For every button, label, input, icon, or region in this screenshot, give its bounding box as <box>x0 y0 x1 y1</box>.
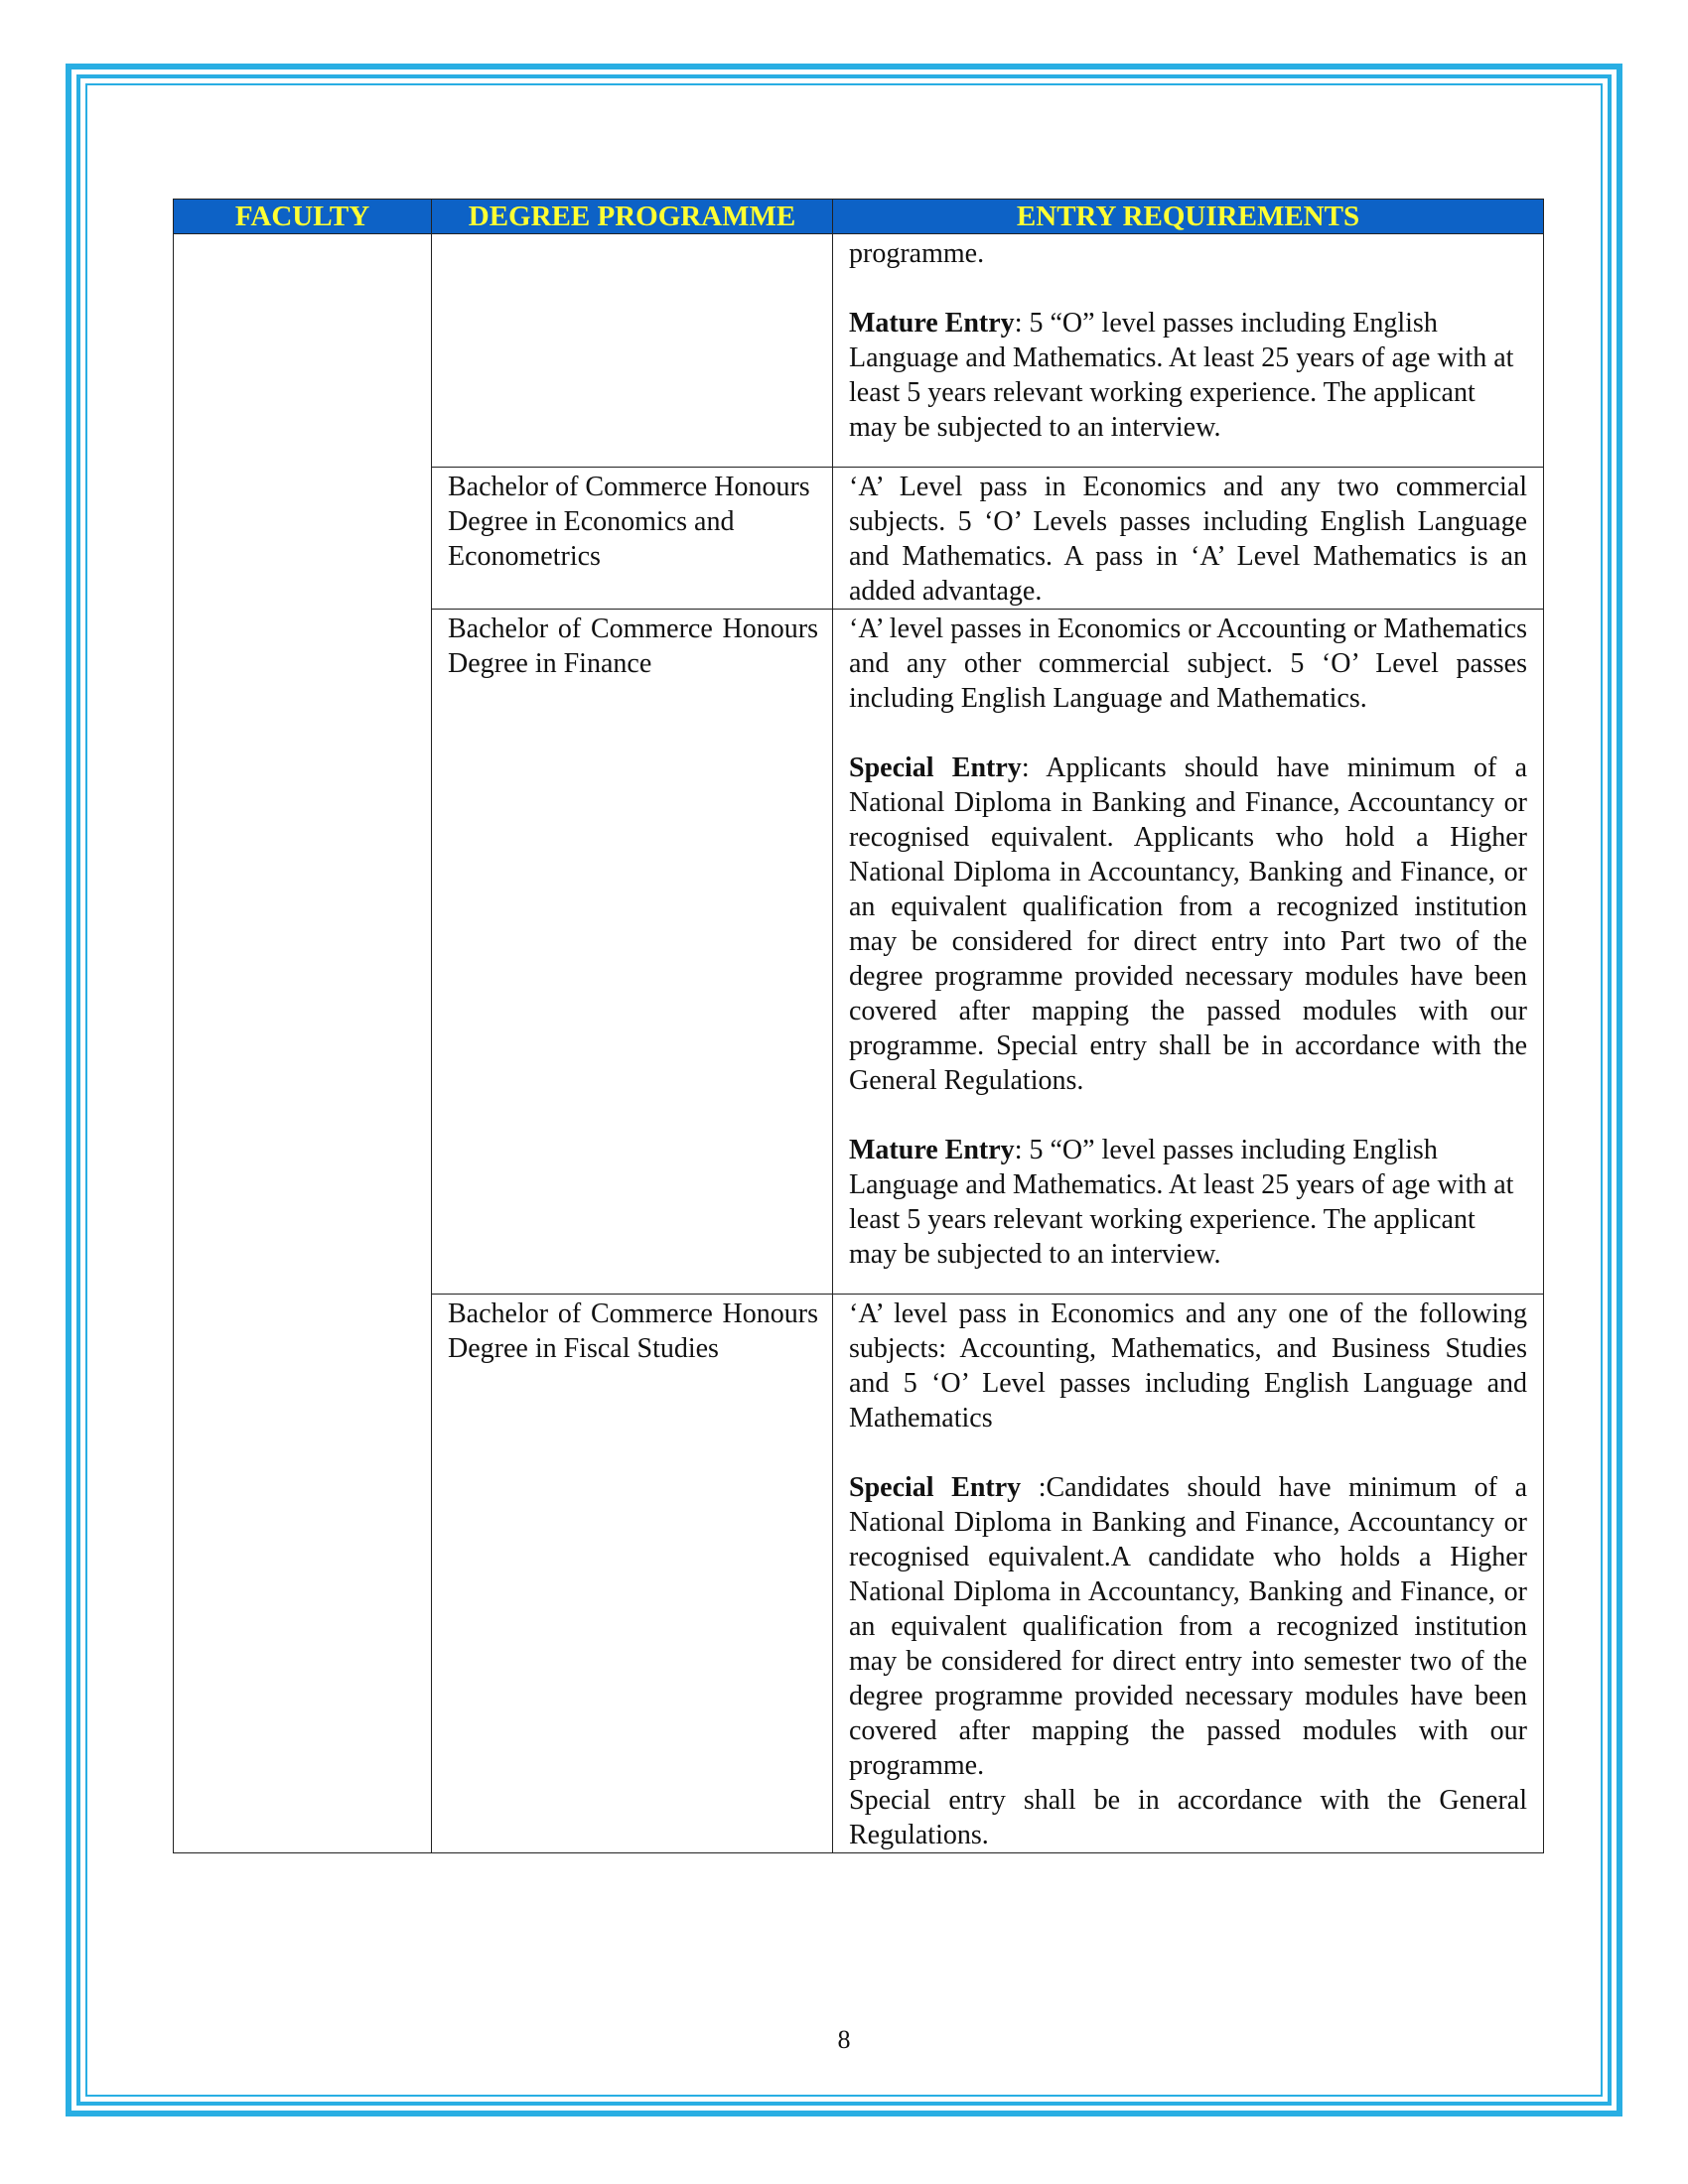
requirements-cell <box>833 610 1544 1295</box>
programme-cell: Bachelor of Commerce Honours Degree in Finance <box>432 610 833 1295</box>
special-entry-text: : Applicants should have minimum of a National Diploma in Banking and Finance, Accountancy or recognised equivalent. Applicants who hold a Higher National Diploma in Accountancy, Banking and Finance, or an equivalent qualification from a recognized institution may be considered for direct entry into Part two of the degree programme provided necessary modules have been covered after mapping the passed modules with our programme. Special entry shall be in accordance with the General Regulations. <box>849 752 1527 1096</box>
mature-entry-label: Mature Entry <box>849 1135 1015 1165</box>
special-entry-text: :Candidates should have minimum of a National Diploma in Banking and Finance, Accountancy or recognised equivalent.A candidate who holds a Higher National Diploma in Accountancy, Banking and Finance, or an equivalent qualification from a recognized institution may be considered for direct entry into semester two of the degree programme provided necessary modules have been covered after mapping the passed modules with our programme. <box>849 1472 1527 1781</box>
mature-entry-text: : 5 “O” level passes including English Language and Mathematics. At least 25 years of age with at least 5 years relevant working experience. The applicant may be subjected to an interview. <box>849 1135 1514 1270</box>
header-faculty: FACULTY <box>174 200 432 234</box>
header-entry-requirements: ENTRY REQUIREMENTS <box>833 200 1544 234</box>
page-number: 8 <box>837 2025 851 2054</box>
mature-entry-label: Mature Entry <box>849 308 1015 339</box>
mature-entry-paragraph <box>849 306 1527 445</box>
table-row <box>174 234 1544 468</box>
requirements-continuation: programme. <box>849 238 985 269</box>
requirements-cell <box>833 1295 1544 1853</box>
special-entry-paragraph <box>849 751 1527 1098</box>
requirements-cell <box>833 234 1544 468</box>
special-entry-paragraph <box>849 1470 1527 1783</box>
requirements-paragraph: ‘A’ level pass in Economics and any one of the following subjects: Accounting, Mathematics, and Business Studies and 5 ‘O’ Level passes including English Language and Mathematics <box>849 1298 1527 1433</box>
header-degree-programme: DEGREE PROGRAMME <box>432 200 833 234</box>
requirements-cell <box>833 468 1544 610</box>
requirements-paragraph: ‘A’ Level pass in Economics and any two commercial subjects. 5 ‘O’ Levels passes including English Language and Mathematics. A pass in ‘A’ Level Mathematics is an added advantage. <box>849 472 1527 607</box>
entry-requirements-table <box>173 199 1544 1853</box>
special-entry-label: Special Entry <box>849 1472 1022 1503</box>
table-header-row <box>174 200 1544 234</box>
programme-cell: Bachelor of Commerce Honours Degree in Fiscal Studies <box>432 1295 833 1853</box>
programme-cell: Bachelor of Commerce Honours Degree in Economics and Econometrics <box>432 468 833 610</box>
requirements-paragraph: ‘A’ level passes in Economics or Accounting or Mathematics and any other commercial subject. 5 ‘O’ Level passes including English Language and Mathematics. <box>849 614 1527 714</box>
mature-entry-text: : 5 “O” level passes including English Language and Mathematics. At least 25 years of age with at least 5 years relevant working experience. The applicant may be subjected to an interview. <box>849 308 1514 443</box>
mature-entry-paragraph <box>849 1133 1527 1272</box>
special-entry-label: Special Entry <box>849 752 1022 783</box>
programme-cell <box>432 234 833 468</box>
special-entry-regulations: Special entry shall be in accordance with the General Regulations. <box>849 1785 1527 1850</box>
faculty-cell <box>174 234 432 1853</box>
